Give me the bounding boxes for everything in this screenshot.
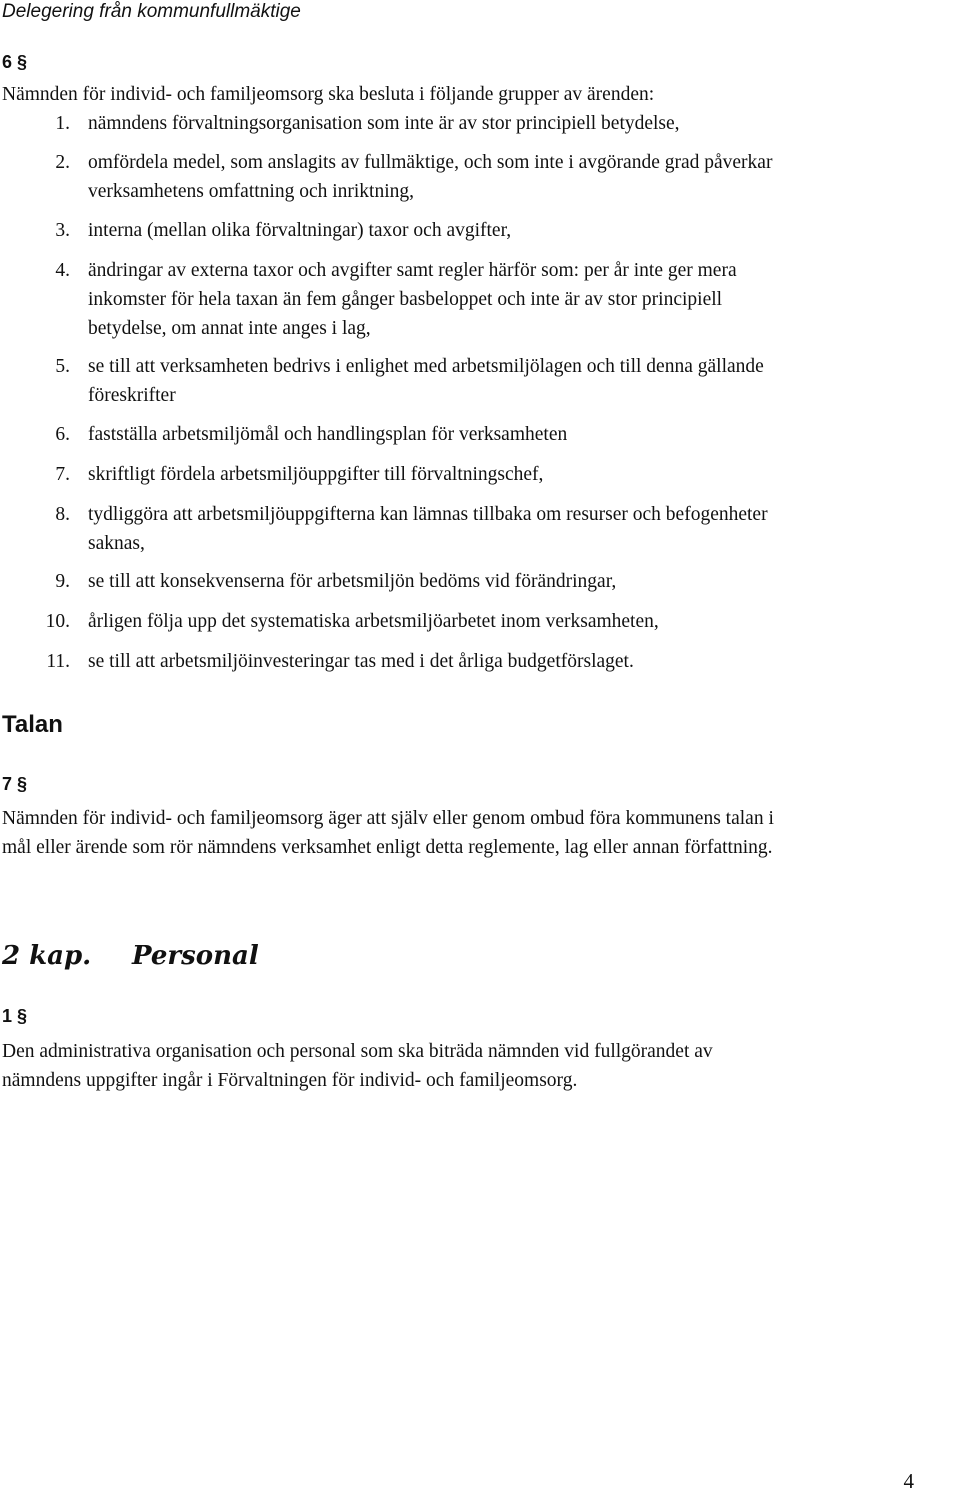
list-item-number: 3.	[55, 220, 70, 241]
paragraph-line: Nämnden för individ- och familjeomsorg äger att själv eller genom ombud föra kommunens talan i	[2, 808, 774, 829]
paragraph-line: nämndens uppgifter ingår i Förvaltningen för individ- och familjeomsorg.	[2, 1070, 578, 1091]
list-item-text: saknas,	[88, 533, 145, 554]
list-item-text: skriftligt fördela arbetsmiljöuppgifter till förvaltningschef,	[88, 464, 544, 485]
section-7-text	[2, 804, 774, 862]
list-item-number: 6.	[55, 424, 70, 445]
list-item-number: 9.	[55, 571, 70, 592]
page-number: 4	[903, 1469, 914, 1493]
list-item-text: föreskrifter	[88, 385, 176, 406]
chapter-number: 2 kap.	[2, 941, 92, 971]
list-item-text: omfördela medel, som anslagits av fullmäktige, och som inte i avgörande grad påverkar	[88, 152, 773, 173]
chapter-2-section-1-text	[2, 1037, 713, 1095]
section-6-intro: Nämnden för individ- och familjeomsorg ska besluta i följande grupper av ärenden:	[2, 84, 655, 105]
list-item-number: 7.	[55, 464, 70, 485]
section-heading-talan: Talan	[2, 711, 63, 738]
chapter-2-section-1-mark: 1 §	[2, 1006, 28, 1026]
list-item-number: 8.	[55, 504, 70, 525]
list-item-text: nämndens förvaltningsorganisation som inte är av stor principiell betydelse,	[88, 113, 680, 134]
list-item-text: tydliggöra att arbetsmiljöuppgifterna kan lämnas tillbaka om resurser och befogenheter	[88, 504, 768, 525]
list-item-number: 5.	[55, 356, 70, 377]
chapter-title: Personal	[132, 941, 259, 971]
list-item-number: 11.	[46, 651, 70, 672]
list-item-text: verksamhetens omfattning och inriktning,	[88, 181, 415, 202]
list-item-text: interna (mellan olika förvaltningar) taxor och avgifter,	[88, 220, 512, 241]
list-item-number: 10.	[45, 611, 70, 632]
list-item-text: fastställa arbetsmiljömål och handlingsplan för verksamheten	[88, 424, 568, 445]
list-item-number: 2.	[55, 152, 70, 173]
list-item-text: se till att konsekvenserna för arbetsmiljön bedöms vid förändringar,	[88, 571, 617, 592]
list-item-text: se till att verksamheten bedrivs i enlighet med arbetsmiljölagen och till denna gällande	[88, 356, 764, 377]
list-item-number: 1.	[55, 113, 70, 134]
list-item-number: 4.	[55, 260, 70, 281]
list-item-text: inkomster för hela taxan än fem gånger basbeloppet och inte är av stor principiell	[88, 289, 723, 310]
list-item-text: ändringar av externa taxor och avgifter samt regler härför som: per år inte ger mera	[88, 260, 737, 281]
paragraph-line: mål eller ärende som rör nämndens verksamhet enligt detta reglemente, lag eller annan författning.	[2, 837, 773, 858]
paragraph-line: Den administrativa organisation och personal som ska biträda nämnden vid fullgörandet av	[2, 1041, 713, 1062]
running-header: Delegering från kommunfullmäktige	[2, 1, 301, 22]
list-item-text: årligen följa upp det systematiska arbetsmiljöarbetet inom verksamheten,	[88, 611, 659, 632]
list-item-text: betydelse, om annat inte anges i lag,	[88, 318, 371, 339]
section-7-mark: 7 §	[2, 774, 28, 794]
list-item-text: se till att arbetsmiljöinvesteringar tas med i det årliga budgetförslaget.	[88, 651, 634, 672]
section-6-mark: 6 §	[2, 52, 28, 72]
